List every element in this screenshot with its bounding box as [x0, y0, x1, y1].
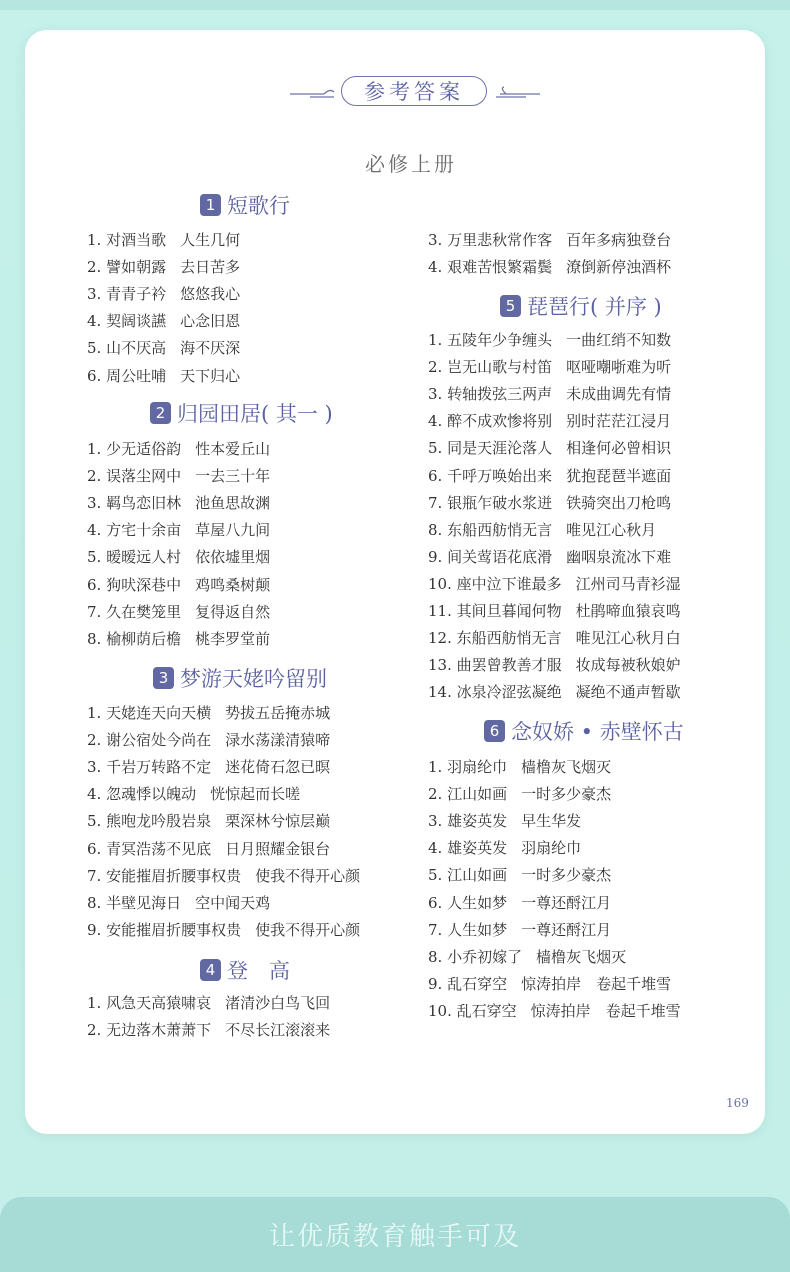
answer-first-half: 2. 譬如朝露	[87, 258, 167, 277]
answer-second-half: 唯见江心秋月白	[575, 629, 681, 648]
section-heading-2	[150, 398, 333, 428]
section-title: 归园田居( 其一 )	[177, 402, 333, 426]
answer-first-half: 4. 艰难苦恨繁霜鬓	[428, 258, 553, 277]
answer-second-half: 一尊还酹江月	[521, 893, 612, 912]
section-number-badge: 5	[500, 295, 521, 317]
answer-first-half: 6. 青冥浩荡不见底	[87, 839, 212, 858]
answer-line	[428, 519, 656, 540]
answer-first-half: 1. 五陵年少争缠头	[428, 331, 553, 349]
section-title: 念奴娇 • 赤壁怀古	[511, 720, 684, 744]
answer-line	[87, 438, 270, 459]
answer-line	[87, 838, 330, 859]
answer-second-half: 性本爱丘山	[195, 440, 271, 458]
answer-second-half: 潦倒新停浊酒杯	[566, 258, 672, 277]
answer-first-half: 2. 误落尘网中	[87, 467, 182, 486]
answer-first-half: 4. 忽魂悸以魄动	[87, 785, 197, 804]
answer-second-half: 草屋八九间	[195, 521, 271, 540]
answer-line	[87, 756, 330, 777]
answer-first-half: 5. 熊咆龙吟殷岩泉	[87, 812, 212, 831]
answer-second-half: 不尽长江滚滚来	[225, 1021, 331, 1040]
answer-first-half: 3. 千岩万转路不定	[87, 758, 212, 777]
answer-second-half: 樯橹灰飞烟灭	[521, 758, 612, 776]
answer-line	[87, 365, 240, 386]
answer-label: 参考答案	[341, 76, 487, 106]
answer-second-half: 心念旧恩	[180, 312, 241, 331]
answer-line	[428, 864, 611, 885]
answer-line	[87, 992, 330, 1013]
answer-second-half: 妆成每被秋娘妒	[575, 656, 681, 675]
answer-second-half: 幽咽泉流冰下难	[566, 547, 672, 566]
answer-first-half: 5. 江山如画	[428, 866, 508, 885]
section-title: 短歌行	[227, 194, 290, 218]
answer-line	[428, 437, 671, 458]
section-title: 琵琶行( 并序 )	[527, 295, 662, 319]
answer-first-half: 7. 银瓶乍破水浆迸	[428, 493, 553, 512]
answer-line	[87, 283, 240, 304]
answer-second-half: 栗深林兮惊层巅	[225, 812, 331, 831]
answer-second-half: 犹抱琵琶半遮面	[566, 466, 672, 485]
answer-line	[87, 574, 270, 595]
answer-first-half: 10. 座中泣下谁最多	[428, 574, 562, 593]
answer-line	[87, 337, 240, 358]
answer-second-half: 未成曲调先有情	[566, 385, 672, 404]
answer-first-half: 3. 羁鸟恋旧林	[87, 494, 182, 513]
answer-line	[87, 519, 270, 540]
answer-header	[290, 76, 542, 108]
answer-second-half: 江州司马青衫湿	[575, 574, 681, 593]
answer-line	[87, 919, 360, 940]
answer-first-half: 8. 半壁见海日	[87, 893, 182, 912]
answer-first-half: 9. 安能摧眉折腰事权贵	[87, 920, 242, 939]
answer-line	[87, 1019, 330, 1040]
answer-second-half: 杜鹃啼血猿哀鸣	[575, 602, 681, 620]
answer-line	[87, 256, 240, 277]
answer-line	[428, 573, 681, 594]
answer-first-half: 2. 谢公宿处今尚在	[87, 731, 212, 750]
answer-second-half: 势拔五岳掩赤城	[225, 704, 331, 722]
answer-line	[428, 546, 671, 567]
answer-second-half: 桃李罗堂前	[195, 629, 271, 648]
answer-first-half: 7. 人生如梦	[428, 920, 508, 939]
answer-line	[428, 681, 681, 702]
answer-line	[87, 465, 270, 486]
answer-second-half: 惊涛拍岸 卷起千堆雪	[530, 1001, 681, 1020]
answer-first-half: 6. 千呼万唤始出来	[428, 466, 553, 485]
answer-line	[428, 783, 611, 804]
answer-second-half: 悠悠我心	[180, 285, 241, 304]
answer-second-half: 相逢何必曾相识	[566, 439, 672, 458]
answer-first-half: 1. 羽扇纶巾	[428, 758, 508, 776]
answer-line	[428, 229, 671, 250]
answer-first-half: 9. 间关莺语花底滑	[428, 547, 553, 566]
answer-first-half: 2. 岂无山歌与村笛	[428, 358, 553, 377]
answer-second-half: 早生华发	[521, 812, 582, 831]
section-heading-1	[200, 190, 290, 220]
answer-first-half: 11. 其间旦暮闻何物	[428, 602, 562, 620]
answer-second-half: 唯见江心秋月	[566, 520, 657, 539]
answer-second-half: 池鱼思故渊	[195, 494, 271, 513]
answer-line	[87, 783, 300, 804]
page-number: 169	[726, 1096, 749, 1110]
answer-line	[87, 601, 270, 622]
answer-second-half: 使我不得开心颜	[255, 866, 361, 885]
answer-line	[428, 465, 671, 486]
top-strip	[0, 0, 790, 10]
section-heading-5	[500, 291, 662, 321]
section-number-badge: 2	[150, 402, 171, 424]
section-number-badge: 1	[200, 194, 221, 216]
answer-first-half: 7. 久在樊笼里	[87, 602, 182, 621]
answer-line	[428, 627, 681, 648]
answer-line	[428, 654, 681, 675]
answer-line	[428, 810, 581, 831]
answer-second-half: 一时多少豪杰	[521, 866, 612, 885]
section-title: 梦游天姥吟留别	[180, 667, 327, 691]
answer-first-half: 5. 暧暧远人村	[87, 548, 182, 567]
answer-first-half: 4. 契阔谈讌	[87, 312, 167, 331]
answer-first-half: 7. 安能摧眉折腰事权贵	[87, 866, 242, 885]
book-title: 必修上册	[365, 152, 457, 176]
section-heading-3	[153, 663, 327, 693]
answer-first-half: 8. 东船西舫悄无言	[428, 520, 553, 539]
answer-first-half: 5. 同是天涯沦落人	[428, 439, 553, 458]
answer-line	[87, 492, 270, 513]
answer-first-half: 8. 榆柳荫后檐	[87, 629, 182, 648]
answer-line	[87, 310, 240, 331]
answer-line	[428, 329, 671, 350]
answer-line	[428, 973, 671, 994]
answer-second-half: 复得返自然	[195, 602, 271, 621]
answer-line	[87, 892, 270, 913]
answer-first-half: 8. 小乔初嫁了	[428, 947, 523, 966]
section-heading-6	[484, 716, 684, 746]
answer-second-half: 一尊还酹江月	[521, 920, 612, 939]
answer-line	[428, 919, 611, 940]
answer-first-half: 12. 东船西舫悄无言	[428, 629, 562, 648]
answer-second-half: 铁骑突出刀枪鸣	[566, 493, 672, 512]
answer-second-half: 一时多少豪杰	[521, 785, 612, 804]
answer-second-half: 渌水荡漾清猿啼	[225, 731, 331, 750]
answer-line	[428, 837, 581, 858]
answer-first-half: 2. 江山如画	[428, 785, 508, 804]
answer-first-half: 3. 雄姿英发	[428, 812, 508, 831]
answer-line	[428, 756, 611, 777]
answer-line	[428, 356, 671, 377]
answer-first-half: 13. 曲罢曾教善才服	[428, 656, 562, 675]
answer-second-half: 日月照耀金银台	[225, 839, 331, 858]
answer-first-half: 2. 无边落木萧萧下	[87, 1021, 212, 1040]
answer-first-half: 6. 人生如梦	[428, 893, 508, 912]
answer-first-half: 10. 乱石穿空	[428, 1001, 517, 1020]
answer-second-half: 海不厌深	[180, 339, 241, 358]
answer-first-half: 14. 冰泉冷涩弦凝绝	[428, 683, 562, 702]
right-ornament-icon	[496, 84, 544, 100]
answer-second-half: 恍惊起而长嗟	[210, 785, 301, 804]
answer-second-half: 凝绝不通声暂歇	[575, 683, 681, 702]
answer-line	[428, 256, 671, 277]
answer-second-half: 惊涛拍岸 卷起千堆雪	[521, 974, 672, 993]
answer-second-half: 别时茫茫江浸月	[566, 412, 672, 431]
answer-second-half: 使我不得开心颜	[255, 920, 361, 939]
answer-second-half: 羽扇纶巾	[521, 839, 582, 858]
section-number-badge: 3	[153, 667, 174, 689]
section-title: 登 高	[227, 959, 290, 983]
answer-second-half: 去日苦多	[180, 258, 241, 277]
answer-first-half: 1. 少无适俗韵	[87, 440, 182, 458]
answer-line	[428, 892, 611, 913]
answer-line	[428, 383, 671, 404]
answer-first-half: 1. 风急天高猿啸哀	[87, 994, 212, 1012]
answer-second-half: 人生几何	[180, 231, 241, 249]
answer-line	[87, 729, 330, 750]
answer-first-half: 3. 转轴拨弦三两声	[428, 385, 553, 404]
answer-first-half: 4. 雄姿英发	[428, 839, 508, 858]
answer-first-half: 3. 青青子衿	[87, 285, 167, 304]
answer-first-half: 5. 山不厌高	[87, 339, 167, 358]
answer-second-half: 呕哑嘲哳难为听	[566, 358, 672, 377]
answer-first-half: 3. 万里悲秋常作客	[428, 231, 553, 249]
answer-second-half: 渚清沙白鸟飞回	[225, 994, 331, 1012]
answer-first-half: 1. 对酒当歌	[87, 231, 167, 249]
answer-line	[87, 865, 360, 886]
answer-second-half: 一曲红绡不知数	[566, 331, 672, 349]
answer-second-half: 百年多病独登台	[566, 231, 672, 249]
answer-line	[428, 410, 671, 431]
answer-line	[87, 546, 270, 567]
answer-line	[428, 1000, 681, 1021]
answer-first-half: 6. 周公吐哺	[87, 366, 167, 385]
answer-first-half: 1. 天姥连天向天横	[87, 704, 212, 722]
answer-second-half: 迷花倚石忽已暝	[225, 758, 331, 777]
answer-second-half: 一去三十年	[195, 467, 271, 486]
answer-line	[87, 229, 240, 250]
answer-second-half: 鸡鸣桑树颠	[195, 575, 271, 594]
answer-first-half: 9. 乱石穿空	[428, 974, 508, 993]
answer-first-half: 6. 狗吠深巷中	[87, 575, 182, 594]
answer-line	[428, 492, 671, 513]
answer-second-half: 空中闻天鸡	[195, 893, 271, 912]
answer-line	[87, 702, 330, 723]
answer-first-half: 4. 醉不成欢惨将别	[428, 412, 553, 431]
footer-banner	[0, 1197, 790, 1272]
answer-line	[428, 946, 626, 967]
answer-second-half: 樯橹灰飞烟灭	[536, 947, 627, 966]
section-number-badge: 4	[200, 959, 221, 981]
answer-line	[87, 628, 270, 649]
answer-second-half: 天下归心	[180, 366, 241, 385]
answer-line	[87, 810, 330, 831]
answer-second-half: 依依墟里烟	[195, 548, 271, 567]
left-ornament-icon	[290, 84, 338, 100]
section-number-badge: 6	[484, 720, 505, 742]
answer-line	[428, 600, 681, 621]
answer-first-half: 4. 方宅十余亩	[87, 521, 182, 540]
footer-slogan: 让优质教育触手可及	[268, 1222, 521, 1252]
section-heading-4	[200, 955, 290, 985]
